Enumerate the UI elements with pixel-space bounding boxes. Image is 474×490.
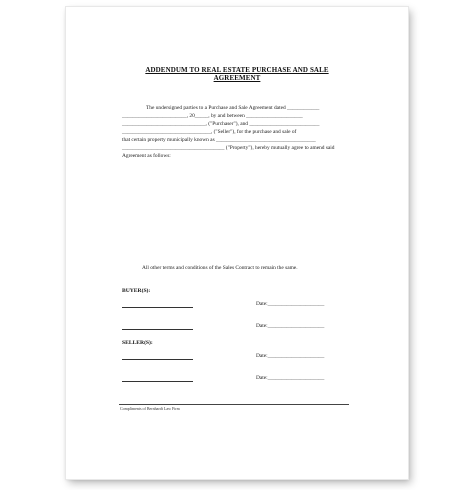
seller-date-2: Date:_____________________ bbox=[256, 375, 325, 381]
buyer-date-1: Date:_____________________ bbox=[256, 301, 325, 307]
terms-statement: All other terms and conditions of the Sales Contract to remain the same. bbox=[142, 265, 298, 271]
seller-signature-line-2 bbox=[122, 381, 193, 382]
body-line-4: _________________________________, ("Seller"), for the purchase and sale of bbox=[122, 129, 297, 135]
body-line-6: ______________________________________ ("Property"), hereby mutually agree to amend said bbox=[122, 145, 335, 151]
buyers-heading: BUYER(S): bbox=[122, 288, 151, 294]
document-page bbox=[66, 7, 408, 479]
footer-rule bbox=[119, 404, 349, 405]
footer-text: Compliments of Bernhardt Law Firm bbox=[120, 406, 180, 411]
seller-signature-line-1 bbox=[122, 359, 193, 360]
body-line-1: The undersigned parties to a Purchase and Sale Agreement dated ____________ bbox=[146, 105, 320, 111]
sellers-heading: SELLER(S): bbox=[122, 340, 153, 346]
document-title-line-1: ADDENDUM TO REAL ESTATE PURCHASE AND SALE bbox=[145, 66, 329, 74]
body-line-7: Agreement as follows: bbox=[122, 153, 171, 159]
buyer-signature-line-1 bbox=[122, 307, 193, 308]
body-line-5: that certain property municipally known as _____________________________________ bbox=[122, 137, 316, 143]
document-title-line-2: AGREEMENT bbox=[213, 74, 261, 82]
body-line-3: _______________________________, ("Purchaser"), and __________________________ bbox=[122, 121, 320, 127]
buyer-signature-line-2 bbox=[122, 329, 193, 330]
body-line-2: ________________________, 20_____, by and between _____________________ bbox=[122, 113, 303, 119]
seller-date-1: Date:_____________________ bbox=[256, 353, 325, 359]
buyer-date-2: Date:_____________________ bbox=[256, 323, 325, 329]
